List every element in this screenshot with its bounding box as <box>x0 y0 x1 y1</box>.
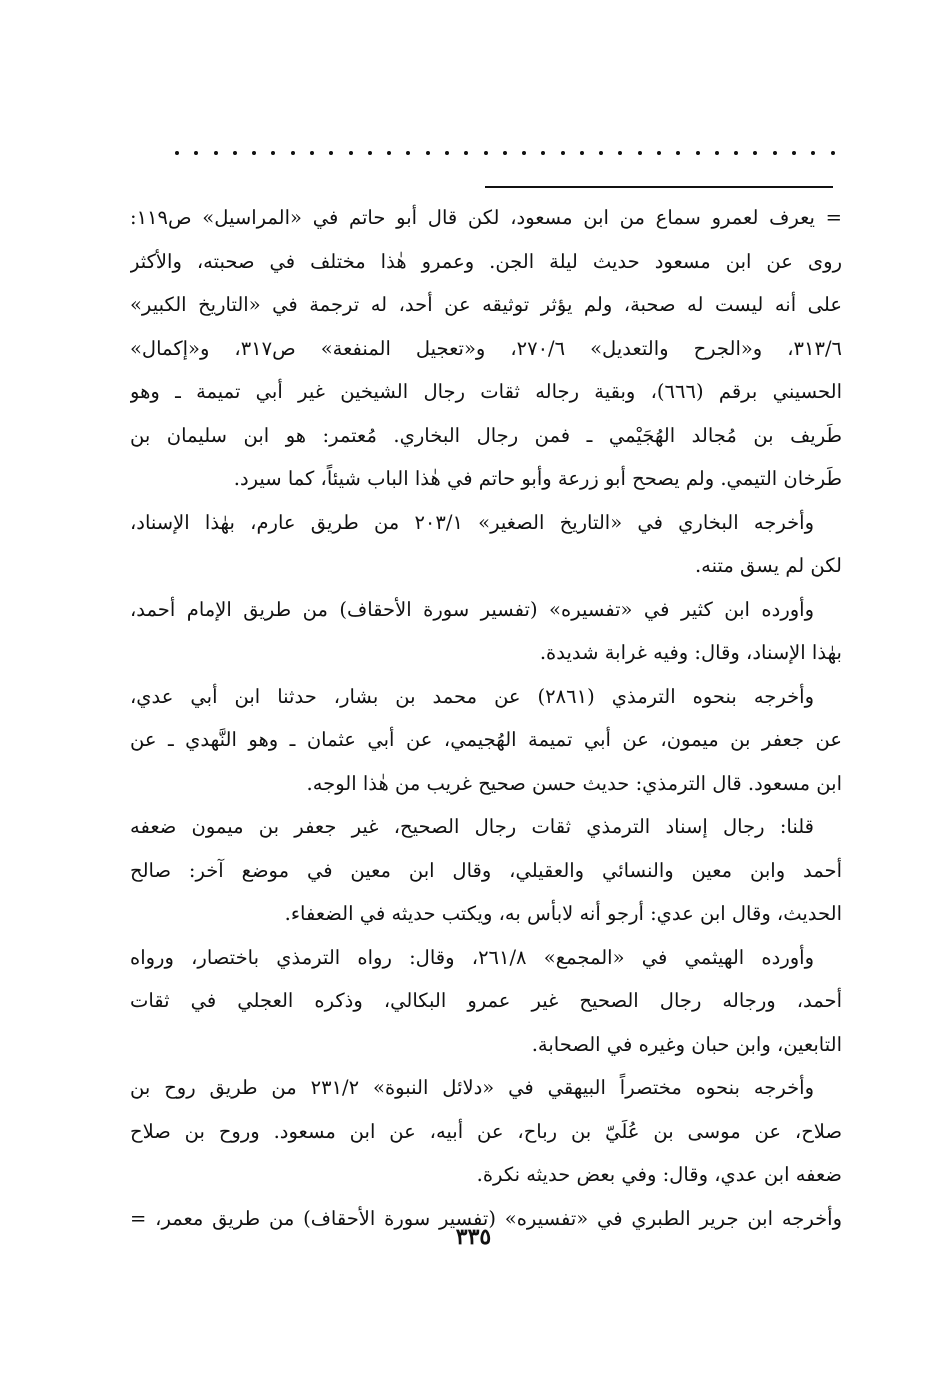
text-line: وأخرجه ابن جرير الطبري في «تفسيره» (تفسير سورة الأحقاف) من طريق معمر، = <box>130 1206 842 1230</box>
text-line: طَرخان التيمي. ولم يصحح أبو زرعة وأبو حاتم في هٰذا الباب شيئاً، كما سيرد. <box>233 467 842 490</box>
text-line: التابعين، وابن حبان وغيره في الصحابة. <box>531 1032 842 1056</box>
page-number: ٣٣٥ <box>455 1224 492 1250</box>
text-line: أحمد، ورجاله رجال الصحيح غير عمرو البكالي، وذكره العجلي في ثقات <box>130 989 842 1012</box>
separator-dot <box>194 151 198 155</box>
separator-dot <box>310 151 314 155</box>
separator-dot <box>773 151 777 155</box>
separator-dot <box>580 151 584 155</box>
text-line: = يعرف لعمرو سماع من ابن مسعود، لكن قال أبو حاتم في «المراسيل» ص١١٩: <box>130 206 842 229</box>
separator-dot <box>676 151 680 155</box>
separator-dot <box>811 151 815 155</box>
separator-dot <box>291 151 295 155</box>
text-line: ٣١٣/٦، و«الجرح والتعديل» ٢٧٠/٦، و«تعجيل المنفعة» ص٣١٧، و«إكمال» <box>130 336 842 360</box>
separator-dot <box>426 151 430 155</box>
separator-dot <box>464 151 468 155</box>
separator-dot <box>445 151 449 155</box>
text-line: أحمد وابن معين والنسائي والعقيلي، وقال ابن معين في موضع آخر: صالح <box>130 858 842 882</box>
separator-dot <box>734 151 738 155</box>
text-line: وأخرجه بنحوه الترمذي (٢٨٦١) عن محمد بن بشار، حدثنا ابن أبي عدي، <box>130 684 814 708</box>
separator-dot <box>503 151 507 155</box>
separator-dot <box>753 151 757 155</box>
separator-dot <box>522 151 526 155</box>
separator-dot <box>387 151 391 155</box>
separator-dot <box>175 151 179 155</box>
text-line: طَريف بن مُجالد الهُجَيْمي ـ فمن رجال البخاري. مُعتمر: هو ابن سليمان بن <box>130 423 842 447</box>
separator-dot <box>406 151 410 155</box>
footnote-text <box>130 196 842 1240</box>
separator-dot <box>368 151 372 155</box>
separator-dot <box>541 151 545 155</box>
text-line: وأورده ابن كثير في «تفسيره» (تفسير سورة الأحقاف) من طريق الإمام أحمد، <box>130 597 814 621</box>
separator-dot <box>831 151 835 155</box>
separator-dots <box>175 146 835 160</box>
text-line: صلاح، عن موسى بن عُلَيّ بن رباح، عن أبيه، عن ابن مسعود. وروح بن صلاح <box>130 1119 842 1143</box>
separator-dot <box>657 151 661 155</box>
separator-dot <box>329 151 333 155</box>
text-line: وأخرجه البخاري في «التاريخ الصغير» ٢٠٣/١ من طريق عارم، بهٰذا الإسناد، <box>130 510 814 534</box>
text-line: لكن لم يسق متنه. <box>694 554 842 577</box>
separator-dot <box>599 151 603 155</box>
text-line: بهٰذا الإسناد، وقال: وفيه غرابة شديدة. <box>539 641 842 664</box>
separator-dot <box>792 151 796 155</box>
text-line: وأورده الهيثمي في «المجمع» ٢٦١/٨، وقال: رواه الترمذي باختصار، ورواه <box>130 945 814 969</box>
text-line: وأخرجه بنحوه مختصراً البيهقي في «دلائل النبوة» ٢٣١/٢ من طريق روح بن <box>130 1076 814 1099</box>
text-line: عن جعفر بن ميمون، عن أبي تميمة الهُجيمي، عن أبي عثمان ـ وهو النَّهدي ـ عن <box>130 728 842 751</box>
separator-dot <box>638 151 642 155</box>
separator-dot <box>618 151 622 155</box>
separator-dot <box>696 151 700 155</box>
footnote-rule <box>485 186 833 188</box>
text-line: الحسيني برقم (٦٦٦)، وبقية رجاله ثقات رجال الشيخين غير أبي تميمة ـ وهو <box>130 380 842 403</box>
text-line: ضعفه ابن عدي، وقال: وفي بعض حديثه نكرة. <box>476 1163 842 1186</box>
separator-dot <box>252 151 256 155</box>
text-line: على أنه ليست له صحبة، ولم يؤثر توثيقه عن أحد، له ترجمة في «التاريخ الكبير» <box>130 293 842 316</box>
separator-dot <box>233 151 237 155</box>
text-line: قلنا: رجال إسناد الترمذي ثقات رجال الصحيح، غير جعفر بن ميمون ضعفه <box>130 815 814 838</box>
text-line: الحديث، وقال ابن عدي: أرجو أنه لابأس به، ويكتب حديثه في الضعفاء. <box>284 902 842 925</box>
separator-dot <box>715 151 719 155</box>
separator-dot <box>349 151 353 155</box>
text-line: ابن مسعود. قال الترمذي: حديث حسن صحيح غريب من هٰذا الوجه. <box>306 771 842 795</box>
text-line: روى عن ابن مسعود حديث ليلة الجن. وعمرو هٰذا مختلف في صحبته، والأكثر <box>130 249 842 273</box>
separator-dot <box>484 151 488 155</box>
separator-dot <box>214 151 218 155</box>
separator-dot <box>271 151 275 155</box>
separator-dot <box>561 151 565 155</box>
